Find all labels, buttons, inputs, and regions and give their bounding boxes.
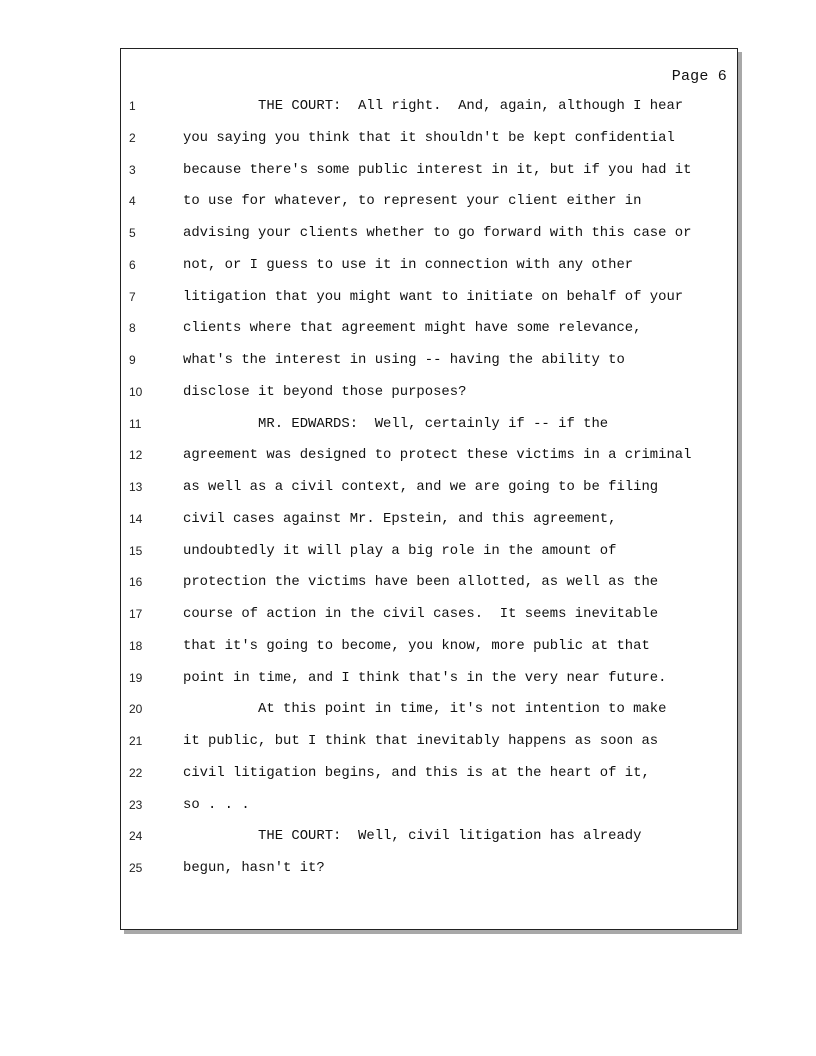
line-number: 8 <box>129 321 136 336</box>
transcript-line <box>121 352 737 384</box>
line-number: 24 <box>129 829 143 844</box>
line-text: it public, but I think that inevitably happens as soon as <box>183 733 659 749</box>
line-number: 9 <box>129 353 136 367</box>
transcript-lines <box>121 98 737 892</box>
line-number: 25 <box>129 861 143 875</box>
transcript-line <box>121 130 737 162</box>
line-text: as well as a civil context, and we are going to be filing <box>183 479 659 495</box>
line-number: 7 <box>129 289 136 304</box>
line-text: THE COURT: Well, civil litigation has already <box>183 828 642 845</box>
transcript-line <box>121 670 737 702</box>
line-text: MR. EDWARDS: Well, certainly if -- if the <box>183 415 609 432</box>
transcript-line <box>121 225 737 257</box>
line-text: litigation that you might want to initiate on behalf of your <box>183 288 684 305</box>
line-text: THE COURT: All right. And, again, although I hear <box>183 98 684 114</box>
transcript-line <box>121 543 737 575</box>
line-number: 10 <box>129 384 143 399</box>
line-text: to use for whatever, to represent your client either in <box>183 193 642 210</box>
transcript-line <box>121 638 737 670</box>
line-text: begun, hasn't it? <box>183 860 325 876</box>
line-text: At this point in time, it's not intention to make <box>183 701 667 718</box>
line-number: 13 <box>129 480 143 494</box>
line-number: 23 <box>129 797 143 812</box>
line-text: protection the victims have been allotted, as well as the <box>183 574 659 591</box>
line-number: 21 <box>129 734 143 748</box>
line-number: 15 <box>129 543 143 558</box>
line-text: agreement was designed to protect these victims in a criminal <box>183 447 692 464</box>
line-number: 6 <box>129 257 136 272</box>
transcript-line <box>121 606 737 638</box>
line-text: because there's some public interest in it, but if you had it <box>183 161 692 178</box>
line-number: 5 <box>129 226 136 240</box>
line-text: advising your clients whether to go forward with this case or <box>183 225 692 241</box>
transcript-line <box>121 98 737 130</box>
transcript-line <box>121 733 737 765</box>
line-text: that it's going to become, you know, more public at that <box>183 637 650 654</box>
line-text: not, or I guess to use it in connection with any other <box>183 256 634 273</box>
line-text: you saying you think that it shouldn't be kept confidential <box>183 129 675 146</box>
transcript-line <box>121 797 737 829</box>
transcript-line <box>121 162 737 194</box>
transcript-line <box>121 511 737 543</box>
line-number: 12 <box>129 448 143 463</box>
page-number: Page 6 <box>671 68 727 85</box>
line-number: 16 <box>129 575 143 590</box>
line-text: course of action in the civil cases. It seems inevitable <box>183 606 659 622</box>
line-number: 14 <box>129 511 143 526</box>
line-text: civil cases against Mr. Epstein, and this agreement, <box>183 510 617 527</box>
line-number: 2 <box>129 130 136 145</box>
transcript-line <box>121 384 737 416</box>
line-number: 1 <box>129 99 136 113</box>
transcript-page <box>120 48 738 930</box>
transcript-line <box>121 193 737 225</box>
line-number: 18 <box>129 638 143 653</box>
line-text: undoubtedly it will play a big role in the amount of <box>183 542 617 559</box>
transcript-line <box>121 479 737 511</box>
transcript-line <box>121 701 737 733</box>
line-number: 22 <box>129 765 143 780</box>
line-number: 3 <box>129 162 136 177</box>
line-text: so . . . <box>183 796 250 813</box>
transcript-line <box>121 289 737 321</box>
line-number: 19 <box>129 670 143 685</box>
line-text: civil litigation begins, and this is at the heart of it, <box>183 764 650 781</box>
line-text: what's the interest in using -- having the ability to <box>183 352 625 368</box>
line-text: clients where that agreement might have some relevance, <box>183 320 642 337</box>
transcript-line <box>121 447 737 479</box>
transcript-line <box>121 574 737 606</box>
line-text: disclose it beyond those purposes? <box>183 383 467 400</box>
transcript-line <box>121 257 737 289</box>
transcript-line <box>121 828 737 860</box>
transcript-line <box>121 416 737 448</box>
line-number: 20 <box>129 702 143 717</box>
line-text: point in time, and I think that's in the very near future. <box>183 669 667 686</box>
transcript-line <box>121 860 737 892</box>
transcript-line <box>121 320 737 352</box>
line-number: 4 <box>129 194 136 209</box>
line-number: 11 <box>129 416 142 431</box>
transcript-line <box>121 765 737 797</box>
line-number: 17 <box>129 607 143 621</box>
